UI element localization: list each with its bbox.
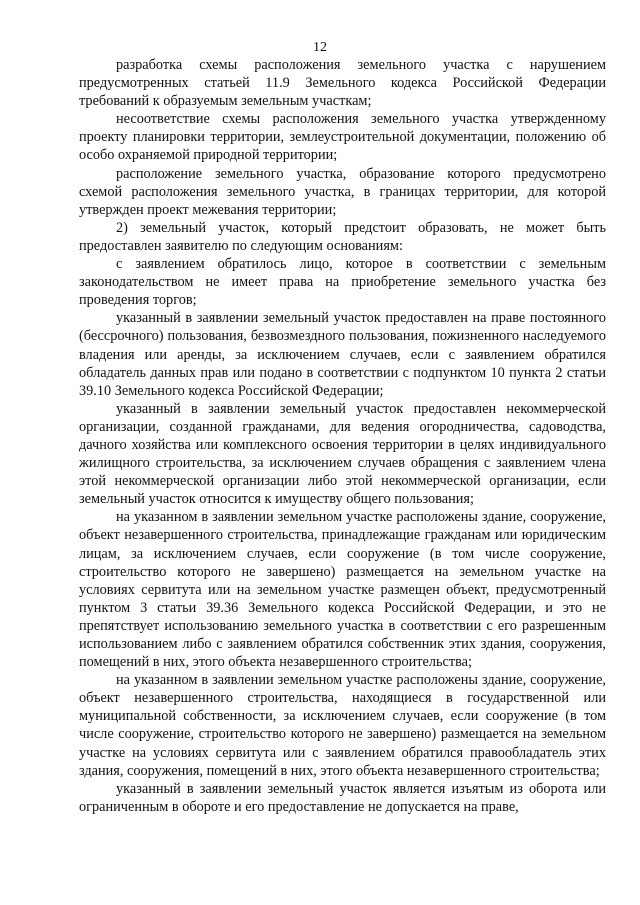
paragraph: 2) земельный участок, который предстоит образовать, не может быть предоставлен заявителю по следующим основаниям: (79, 219, 606, 254)
paragraph: указанный в заявлении земельный участок является изъятым из оборота или ограниченным в обороте и его предоставление не допускается на праве, (79, 780, 606, 815)
paragraph: расположение земельного участка, образование которого предусмотрено схемой расположения земельного участка, в границах территории, для которой утвержден проект межевания территории; (79, 165, 606, 218)
paragraph: указанный в заявлении земельный участок предоставлен некоммерческой организации, созданной гражданами, для ведения огородничества, садоводства, дачного хозяйства или комплексного освоения территории в целях индивидуального жилищного строительства, за исключением случаев обращения с заявлением члена этой некоммерческой организации либо этой некоммерческой организации, если земельный участок относится к имуществу общего пользования; (79, 400, 606, 508)
document-body (79, 56, 606, 816)
page-number: 12 (313, 40, 327, 55)
paragraph: указанный в заявлении земельный участок предоставлен на праве постоянного (бессрочного) пользования, безвозмездного пользования, пожизненного наследуемого владения или аренды, за исключением случаев, если с заявлением обратился обладатель данных прав или подано в соответствии с подпунктом 10 пункта 2 статьи 39.10 Земельного кодекса Российской Федерации; (79, 310, 606, 399)
paragraph: на указанном в заявлении земельном участке расположены здание, сооружение, объект незавершенного строительства, принадлежащие гражданам или юридическим лицам, за исключением случаев, если сооружение (в том числе сооружение, строительство которого не завершено) размещается на земельном участке на условиях сервитута или на земельном участке размещен объект, предусмотренный пунктом 3 статьи 39.36 Земельного кодекса Российской Федерации, и это не препятствует использованию земельного участка в соответствии с его разрешенным использованием либо с заявлением обратился собственник этих здания, сооружения, помещений в них, этого объекта незавершенного строительства; (79, 509, 606, 671)
paragraph: на указанном в заявлении земельном участке расположены здание, сооружение, объект незавершенного строительства, находящиеся в государственной или муниципальной собственности, за исключением случаев, если сооружение (в том числе сооружение, строительство которого не завершено) размещается на земельном участке на условиях сервитута или с заявлением обратился правообладатель этих здания, сооружения, помещений в них, этого объекта незавершенного строительства; (79, 672, 606, 779)
paragraph: разработка схемы расположения земельного участка с нарушением предусмотренных статьей 11.9 Земельного кодекса Российской Федерации требований к образуемым земельным участкам; (79, 57, 606, 110)
paragraph: с заявлением обратилось лицо, которое в соответствии с земельным законодательством не имеет права на приобретение земельного участка без проведения торгов; (79, 256, 606, 309)
paragraph: несоответствие схемы расположения земельного участка утвержденному проекту планировки территории, землеустроительной документации, положению об особо охраняемой природной территории; (79, 111, 606, 164)
